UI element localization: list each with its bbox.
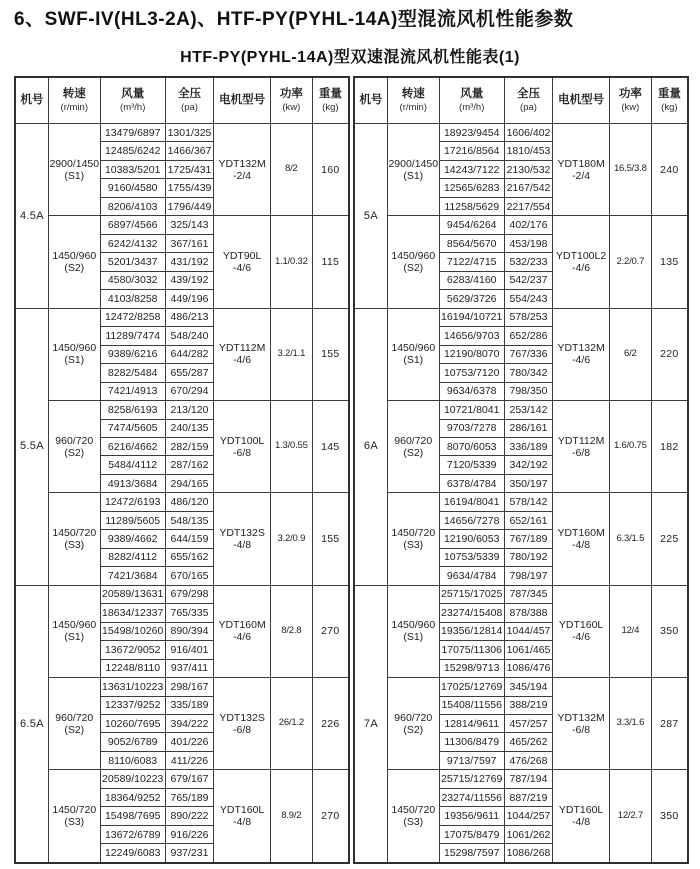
pressure-cell: 411/226 [165, 751, 213, 769]
airflow-cell: 12485/6242 [100, 142, 165, 160]
col-header-motor: 电机型号 [214, 77, 271, 124]
weight-cell: 145 [312, 401, 349, 493]
power-cell: 6/2 [609, 308, 651, 400]
airflow-cell: 11306/8479 [439, 733, 504, 751]
motor-cell: YDT112M -4/6 [214, 308, 271, 400]
airflow-cell: 9713/7597 [439, 751, 504, 769]
motor-cell: YDT132M -6/8 [553, 678, 610, 770]
pressure-cell: 780/192 [504, 548, 552, 566]
performance-table-left [14, 76, 350, 864]
airflow-cell: 9389/6216 [100, 345, 165, 363]
airflow-cell: 12190/6053 [439, 530, 504, 548]
pressure-cell: 652/161 [504, 511, 552, 529]
weight-cell: 155 [312, 308, 349, 400]
pressure-cell: 532/233 [504, 253, 552, 271]
power-cell: 8/2.8 [270, 585, 312, 677]
airflow-cell: 15498/10260 [100, 622, 165, 640]
power-cell: 3.2/0.9 [270, 493, 312, 585]
power-cell: 3.3/1.6 [609, 678, 651, 770]
pressure-cell: 767/336 [504, 345, 552, 363]
col-header-airflow: 风量 (m³/h) [439, 77, 504, 124]
airflow-cell: 13479/6897 [100, 124, 165, 142]
pressure-cell: 367/161 [165, 234, 213, 252]
tbody-left [15, 124, 349, 864]
pressure-cell: 765/189 [165, 788, 213, 806]
pressure-cell: 336/189 [504, 437, 552, 455]
airflow-cell: 12472/6193 [100, 493, 165, 511]
col-header-weight: 重量 (kg) [312, 77, 349, 124]
airflow-cell: 10260/7695 [100, 715, 165, 733]
airflow-cell: 14656/9703 [439, 327, 504, 345]
airflow-cell: 18364/9252 [100, 788, 165, 806]
motor-cell: YDT132M -4/6 [553, 308, 610, 400]
airflow-cell: 8564/5670 [439, 234, 504, 252]
speed-cell: 1450/960 (S1) [387, 585, 439, 677]
table-row [15, 678, 349, 696]
table-row [354, 585, 688, 603]
pressure-cell: 780/342 [504, 364, 552, 382]
airflow-cell: 9052/6789 [100, 733, 165, 751]
pressure-cell: 916/401 [165, 641, 213, 659]
airflow-cell: 19356/12814 [439, 622, 504, 640]
weight-cell: 287 [651, 678, 688, 770]
table-row [354, 493, 688, 511]
airflow-cell: 5484/4112 [100, 456, 165, 474]
pressure-cell: 298/167 [165, 678, 213, 696]
airflow-cell: 15408/11556 [439, 696, 504, 714]
airflow-cell: 6242/4132 [100, 234, 165, 252]
pressure-cell: 937/411 [165, 659, 213, 677]
pressure-cell: 765/335 [165, 604, 213, 622]
airflow-cell: 19356/9611 [439, 807, 504, 825]
airflow-cell: 12190/8070 [439, 345, 504, 363]
col-header-speed: 转速 (r/min) [387, 77, 439, 124]
pressure-cell: 253/142 [504, 401, 552, 419]
pressure-cell: 2167/542 [504, 179, 552, 197]
airflow-cell: 9389/4662 [100, 530, 165, 548]
airflow-cell: 10753/7120 [439, 364, 504, 382]
power-cell: 1.6/0.75 [609, 401, 651, 493]
pressure-cell: 476/268 [504, 751, 552, 769]
model-cell: 4.5A [15, 124, 48, 309]
weight-cell: 225 [651, 493, 688, 585]
weight-cell: 155 [312, 493, 349, 585]
pressure-cell: 548/240 [165, 327, 213, 345]
airflow-cell: 17216/8564 [439, 142, 504, 160]
pressure-cell: 578/142 [504, 493, 552, 511]
airflow-cell: 15498/7695 [100, 807, 165, 825]
power-cell: 16.5/3.8 [609, 124, 651, 216]
pressure-cell: 350/197 [504, 474, 552, 492]
airflow-cell: 7474/5605 [100, 419, 165, 437]
speed-cell: 960/720 (S2) [48, 401, 100, 493]
pressure-cell: 2130/532 [504, 160, 552, 178]
airflow-cell: 16194/10721 [439, 308, 504, 326]
pressure-cell: 325/143 [165, 216, 213, 234]
model-cell: 6.5A [15, 585, 48, 863]
airflow-cell: 9160/4580 [100, 179, 165, 197]
motor-cell: YDT100L -6/8 [214, 401, 271, 493]
col-header-pressure: 全压 (pa) [165, 77, 213, 124]
pressure-cell: 670/165 [165, 567, 213, 585]
pressure-cell: 655/162 [165, 548, 213, 566]
speed-cell: 1450/960 (S1) [48, 308, 100, 400]
airflow-cell: 12565/6283 [439, 179, 504, 197]
power-cell: 8.9/2 [270, 770, 312, 863]
pressure-cell: 887/219 [504, 788, 552, 806]
pressure-cell: 286/161 [504, 419, 552, 437]
pressure-cell: 453/198 [504, 234, 552, 252]
pressure-cell: 2217/554 [504, 197, 552, 215]
airflow-cell: 5629/3726 [439, 290, 504, 308]
weight-cell: 350 [651, 585, 688, 677]
airflow-cell: 23274/15408 [439, 604, 504, 622]
pressure-cell: 798/350 [504, 382, 552, 400]
motor-cell: YDT132S -6/8 [214, 678, 271, 770]
pressure-cell: 240/135 [165, 419, 213, 437]
pressure-cell: 335/189 [165, 696, 213, 714]
speed-cell: 2900/1450 (S1) [48, 124, 100, 216]
pressure-cell: 787/345 [504, 585, 552, 603]
motor-cell: YDT100L2 -4/6 [553, 216, 610, 308]
airflow-cell: 11289/7474 [100, 327, 165, 345]
table-row [15, 308, 349, 326]
airflow-cell: 25715/17025 [439, 585, 504, 603]
speed-cell: 1450/720 (S3) [48, 770, 100, 863]
table-row [354, 401, 688, 419]
pressure-cell: 1061/262 [504, 825, 552, 843]
performance-tables [14, 76, 689, 864]
airflow-cell: 4913/3684 [100, 474, 165, 492]
pressure-cell: 548/135 [165, 511, 213, 529]
airflow-cell: 12248/8110 [100, 659, 165, 677]
airflow-cell: 12337/9252 [100, 696, 165, 714]
airflow-cell: 8206/4103 [100, 197, 165, 215]
pressure-cell: 542/237 [504, 271, 552, 289]
airflow-cell: 18923/9454 [439, 124, 504, 142]
pressure-cell: 401/226 [165, 733, 213, 751]
pressure-cell: 1725/431 [165, 160, 213, 178]
power-cell: 12/2.7 [609, 770, 651, 863]
airflow-cell: 9634/6378 [439, 382, 504, 400]
speed-cell: 1450/960 (S2) [48, 216, 100, 308]
col-header-model: 机号 [354, 77, 387, 124]
pressure-cell: 294/165 [165, 474, 213, 492]
pressure-cell: 578/253 [504, 308, 552, 326]
motor-cell: YDT132S -4/8 [214, 493, 271, 585]
motor-cell: YDT180M -2/4 [553, 124, 610, 216]
model-cell: 5.5A [15, 308, 48, 585]
airflow-cell: 13672/6789 [100, 825, 165, 843]
speed-cell: 960/720 (S2) [387, 401, 439, 493]
speed-cell: 1450/960 (S1) [387, 308, 439, 400]
pressure-cell: 652/286 [504, 327, 552, 345]
power-cell: 6.3/1.5 [609, 493, 651, 585]
airflow-cell: 4580/3032 [100, 271, 165, 289]
airflow-cell: 18634/12337 [100, 604, 165, 622]
airflow-cell: 12814/9611 [439, 715, 504, 733]
airflow-cell: 6378/4784 [439, 474, 504, 492]
pressure-cell: 644/282 [165, 345, 213, 363]
weight-cell: 220 [651, 308, 688, 400]
pressure-cell: 644/159 [165, 530, 213, 548]
power-cell: 1.1/0.32 [270, 216, 312, 308]
speed-cell: 2900/1450 (S1) [387, 124, 439, 216]
airflow-cell: 10383/5201 [100, 160, 165, 178]
airflow-cell: 9454/6264 [439, 216, 504, 234]
pressure-cell: 554/243 [504, 290, 552, 308]
airflow-cell: 6283/4160 [439, 271, 504, 289]
pressure-cell: 486/213 [165, 308, 213, 326]
pressure-cell: 1810/453 [504, 142, 552, 160]
motor-cell: YDT90L -4/6 [214, 216, 271, 308]
table-row [354, 216, 688, 234]
table-row [354, 308, 688, 326]
table-row [354, 678, 688, 696]
pressure-cell: 937/231 [165, 844, 213, 863]
speed-cell: 960/720 (S2) [387, 678, 439, 770]
model-cell: 7A [354, 585, 387, 863]
pressure-cell: 1466/367 [165, 142, 213, 160]
airflow-cell: 14656/7278 [439, 511, 504, 529]
airflow-cell: 12249/6083 [100, 844, 165, 863]
pressure-cell: 679/298 [165, 585, 213, 603]
pressure-cell: 465/262 [504, 733, 552, 751]
motor-cell: YDT160M -4/6 [214, 585, 271, 677]
pressure-cell: 1086/476 [504, 659, 552, 677]
airflow-cell: 8282/5484 [100, 364, 165, 382]
airflow-cell: 7421/4913 [100, 382, 165, 400]
weight-cell: 160 [312, 124, 349, 216]
pressure-cell: 890/394 [165, 622, 213, 640]
airflow-cell: 7421/3684 [100, 567, 165, 585]
motor-cell: YDT132M -2/4 [214, 124, 271, 216]
weight-cell: 270 [312, 585, 349, 677]
col-header-speed: 转速 (r/min) [48, 77, 100, 124]
table-row [354, 124, 688, 142]
airflow-cell: 10753/5339 [439, 548, 504, 566]
airflow-cell: 17075/8479 [439, 825, 504, 843]
pressure-cell: 342/192 [504, 456, 552, 474]
airflow-cell: 12472/8258 [100, 308, 165, 326]
power-cell: 12/4 [609, 585, 651, 677]
airflow-cell: 14243/7122 [439, 160, 504, 178]
airflow-cell: 13631/10223 [100, 678, 165, 696]
motor-cell: YDT160M -4/8 [553, 493, 610, 585]
pressure-cell: 890/222 [165, 807, 213, 825]
pressure-cell: 1061/465 [504, 641, 552, 659]
motor-cell: YDT112M -6/8 [553, 401, 610, 493]
pressure-cell: 439/192 [165, 271, 213, 289]
pressure-cell: 402/176 [504, 216, 552, 234]
page-title: 6、SWF-IV(HL3-2A)、HTF-PY(PYHL-14A)型混流风机性能参数 [14, 9, 574, 30]
pressure-cell: 767/189 [504, 530, 552, 548]
power-cell: 8/2 [270, 124, 312, 216]
airflow-cell: 9634/4784 [439, 567, 504, 585]
pressure-cell: 287/162 [165, 456, 213, 474]
airflow-cell: 17075/11306 [439, 641, 504, 659]
airflow-cell: 8110/6083 [100, 751, 165, 769]
col-header-airflow: 风量 (m³/h) [100, 77, 165, 124]
pressure-cell: 449/196 [165, 290, 213, 308]
col-header-power: 功率 (kw) [609, 77, 651, 124]
motor-cell: YDT160L -4/8 [214, 770, 271, 863]
col-header-power: 功率 (kw) [270, 77, 312, 124]
airflow-cell: 17025/12769 [439, 678, 504, 696]
pressure-cell: 1044/257 [504, 807, 552, 825]
model-cell: 6A [354, 308, 387, 585]
pressure-cell: 1301/325 [165, 124, 213, 142]
pressure-cell: 345/194 [504, 678, 552, 696]
pressure-cell: 679/167 [165, 770, 213, 788]
weight-cell: 350 [651, 770, 688, 863]
performance-table-right [353, 76, 689, 864]
airflow-cell: 11258/5629 [439, 197, 504, 215]
table-row [15, 124, 349, 142]
airflow-cell: 10721/8041 [439, 401, 504, 419]
table-row [15, 216, 349, 234]
motor-cell: YDT160L -4/8 [553, 770, 610, 863]
airflow-cell: 8258/6193 [100, 401, 165, 419]
pressure-cell: 394/222 [165, 715, 213, 733]
power-cell: 2.2/0.7 [609, 216, 651, 308]
pressure-cell: 1606/402 [504, 124, 552, 142]
speed-cell: 1450/720 (S3) [387, 493, 439, 585]
pressure-cell: 1086/268 [504, 844, 552, 863]
speed-cell: 1450/960 (S2) [387, 216, 439, 308]
pressure-cell: 431/192 [165, 253, 213, 271]
airflow-cell: 8282/4112 [100, 548, 165, 566]
airflow-cell: 5201/3437 [100, 253, 165, 271]
power-cell: 1.3/0.55 [270, 401, 312, 493]
table-row [15, 770, 349, 788]
pressure-cell: 1796/449 [165, 197, 213, 215]
airflow-cell: 11289/5605 [100, 511, 165, 529]
motor-cell: YDT160L -4/6 [553, 585, 610, 677]
speed-cell: 1450/720 (S3) [387, 770, 439, 863]
airflow-cell: 4103/8258 [100, 290, 165, 308]
pressure-cell: 486/120 [165, 493, 213, 511]
airflow-cell: 15298/9713 [439, 659, 504, 677]
pressure-cell: 798/197 [504, 567, 552, 585]
pressure-cell: 655/287 [165, 364, 213, 382]
power-cell: 3.2/1.1 [270, 308, 312, 400]
airflow-cell: 6216/4662 [100, 437, 165, 455]
table-row [15, 401, 349, 419]
airflow-cell: 20589/10223 [100, 770, 165, 788]
table-row [15, 585, 349, 603]
airflow-cell: 6897/4566 [100, 216, 165, 234]
table-row [15, 493, 349, 511]
pressure-cell: 670/294 [165, 382, 213, 400]
speed-cell: 1450/960 (S1) [48, 585, 100, 677]
weight-cell: 115 [312, 216, 349, 308]
airflow-cell: 13672/9052 [100, 641, 165, 659]
pressure-cell: 787/194 [504, 770, 552, 788]
model-cell: 5A [354, 124, 387, 309]
col-header-motor: 电机型号 [553, 77, 610, 124]
pressure-cell: 282/159 [165, 437, 213, 455]
col-header-weight: 重量 (kg) [651, 77, 688, 124]
header-row [15, 77, 349, 124]
airflow-cell: 23274/11556 [439, 788, 504, 806]
weight-cell: 182 [651, 401, 688, 493]
pressure-cell: 1044/457 [504, 622, 552, 640]
table-row [354, 770, 688, 788]
col-header-pressure: 全压 (pa) [504, 77, 552, 124]
weight-cell: 135 [651, 216, 688, 308]
col-header-model: 机号 [15, 77, 48, 124]
airflow-cell: 9703/7278 [439, 419, 504, 437]
airflow-cell: 16194/8041 [439, 493, 504, 511]
airflow-cell: 8070/6053 [439, 437, 504, 455]
pressure-cell: 388/219 [504, 696, 552, 714]
tbody-right [354, 124, 688, 864]
airflow-cell: 7122/4715 [439, 253, 504, 271]
pressure-cell: 916/226 [165, 825, 213, 843]
airflow-cell: 25715/12769 [439, 770, 504, 788]
power-cell: 26/1.2 [270, 678, 312, 770]
pressure-cell: 878/388 [504, 604, 552, 622]
weight-cell: 270 [312, 770, 349, 863]
speed-cell: 1450/720 (S3) [48, 493, 100, 585]
table-subtitle: HTF-PY(PYHL-14A)型双速混流风机性能表(1) [180, 49, 520, 66]
header-row [354, 77, 688, 124]
weight-cell: 240 [651, 124, 688, 216]
airflow-cell: 20589/13631 [100, 585, 165, 603]
airflow-cell: 15298/7597 [439, 844, 504, 863]
pressure-cell: 1755/439 [165, 179, 213, 197]
weight-cell: 226 [312, 678, 349, 770]
pressure-cell: 457/257 [504, 715, 552, 733]
pressure-cell: 213/120 [165, 401, 213, 419]
airflow-cell: 7120/5339 [439, 456, 504, 474]
speed-cell: 960/720 (S2) [48, 678, 100, 770]
